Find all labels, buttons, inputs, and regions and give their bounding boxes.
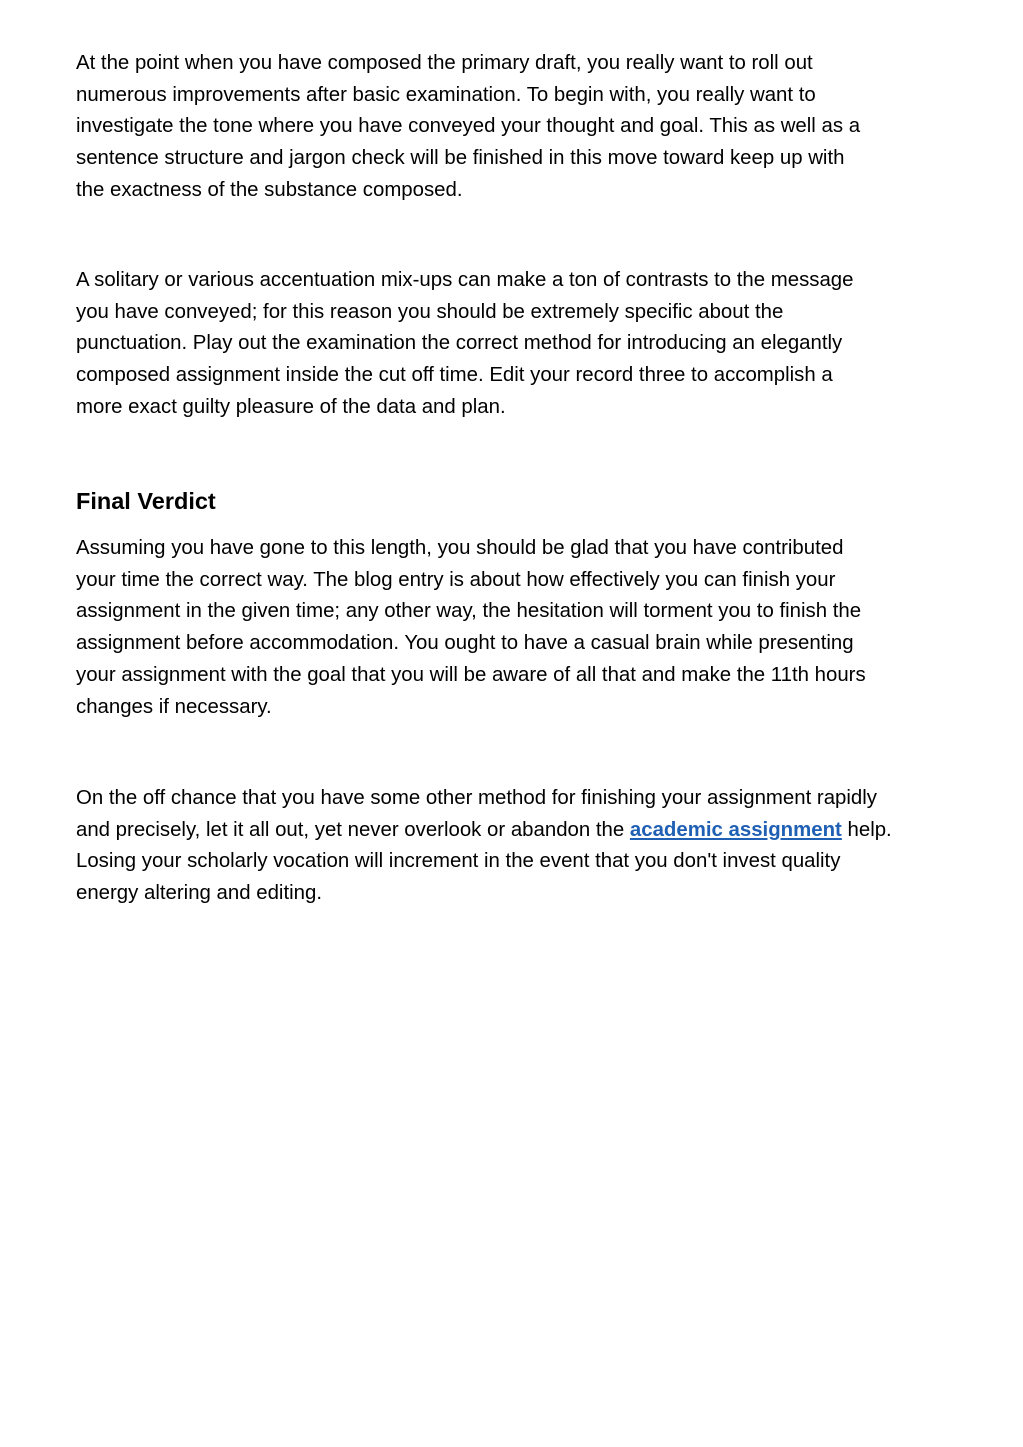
- paragraph-4-line: Losing your scholarly vocation will increment in the event that you don't invest quality: [76, 850, 841, 873]
- paragraph-1: [76, 48, 976, 207]
- paragraph-3-line: Assuming you have gone to this length, you should be glad that you have contributed: [76, 537, 844, 559]
- paragraph-1-line: numerous improvements after basic examination. To begin with, you really want to: [76, 83, 816, 106]
- paragraph-3-line: your time the correct way. The blog entry is about how effectively you can finish your: [76, 568, 836, 591]
- paragraph-2-line: punctuation. Play out the examination the correct method for introducing an elegantly: [76, 332, 843, 355]
- paragraph-4-line: [76, 815, 976, 847]
- paragraph-2-line: A solitary or various accentuation mix-ups can make a ton of contrasts to the message: [76, 269, 854, 291]
- paragraph-4: [76, 783, 976, 910]
- paragraph-4-text: and precisely, let it all out, yet never overlook or abandon the: [76, 818, 630, 841]
- paragraph-2-line: more exact guilty pleasure of the data and plan.: [76, 395, 506, 418]
- paragraph-4-line: On the off chance that you have some other method for finishing your assignment rapidly: [76, 787, 877, 809]
- paragraph-3: [76, 533, 976, 723]
- section-heading: Final Verdict: [76, 488, 216, 514]
- paragraph-3-line: changes if necessary.: [76, 695, 272, 718]
- paragraph-3-line: assignment before accommodation. You ought to have a casual brain while presenting: [76, 632, 854, 655]
- paragraph-2-line: you have conveyed; for this reason you should be extremely specific about the: [76, 300, 784, 323]
- paragraph-1-line: investigate the tone where you have conveyed your thought and goal. This as well as a: [76, 115, 861, 138]
- paragraph-4-text: help.: [841, 818, 892, 841]
- paragraph-1-line: At the point when you have composed the primary draft, you really want to roll out: [76, 52, 813, 74]
- paragraph-4-line: energy altering and editing.: [76, 882, 322, 905]
- paragraph-3-line: your assignment with the goal that you will be aware of all that and make the 11th hours: [76, 663, 866, 686]
- academic-assignment-link[interactable]: academic assignment: [629, 818, 842, 841]
- paragraph-2-line: composed assignment inside the cut off time. Edit your record three to accomplish a: [76, 364, 833, 387]
- paragraph-1-line: the exactness of the substance composed.: [76, 178, 463, 201]
- paragraph-1-line: sentence structure and jargon check will be finished in this move toward keep up with: [76, 147, 845, 170]
- paragraph-3-line: assignment in the given time; any other way, the hesitation will torment you to finish the: [76, 600, 862, 623]
- paragraph-2: [76, 265, 976, 424]
